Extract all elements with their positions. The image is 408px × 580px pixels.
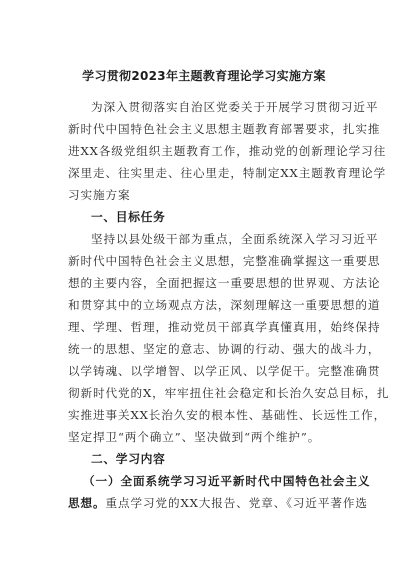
paragraph-text: 重点学习党的XX大报告、党章、《习近平著作选 xyxy=(105,496,368,510)
intro-line: 深里走、往实里走、往心里走，特制定XX主题教育理论学 xyxy=(68,166,387,180)
paragraph-line: 彻新时代党的X，牢牢扭住社会稳定和长治久安总目标，扎 xyxy=(68,386,390,400)
intro-line: 新时代中国特色社会主义思想主题教育部署要求，扎实推 xyxy=(68,122,381,136)
section-heading: 一、目标任务 xyxy=(91,210,166,224)
paragraph-line: 统一的思想、坚定的意志、协调的行动、强大的战斗力， xyxy=(68,342,381,356)
intro-line: 习实施方案 xyxy=(68,188,131,202)
subsection-line xyxy=(68,495,368,511)
intro-line: 进XX各级党组织主题教育工作，推动党的创新理论学习往 xyxy=(68,144,387,158)
paragraph-line: 和贯穿其中的立场观点方法，深刻理解这一重要思想的道 xyxy=(68,298,381,312)
subsection-heading: （一）全面系统学习习近平新时代中国特色社会主义 xyxy=(83,474,371,488)
intro-line: 为深入贯彻落实自治区党委关于开展学习贯彻习近平 xyxy=(91,100,379,114)
paragraph-line: 想的主要内容，全面把握这一重要思想的世界观、方法论 xyxy=(68,276,381,290)
section-heading: 二、学习内容 xyxy=(91,452,166,466)
paragraph-line: 坚持以县处级干部为重点，全面系统深入学习习近平 xyxy=(91,232,379,246)
subsection-heading-end: 思想。 xyxy=(68,496,106,510)
paragraph-line: 坚定捍卫“两个确立”、坚决做到“两个维护”。 xyxy=(68,430,321,444)
document-title: 学习贯彻2023年主题教育理论学习实施方案 xyxy=(82,69,326,83)
paragraph-line: 新时代中国特色社会主义思想，完整准确掌握这一重要思 xyxy=(68,254,381,268)
paragraph-line: 以学铸魂、以学增智、以学正风、以学促干。完整准确贯 xyxy=(68,364,381,378)
paragraph-line: 理、学理、哲理，推动党员干部真学真懂真用，始终保持 xyxy=(68,320,381,334)
paragraph-line: 实推进事关XX长治久安的根本性、基础性、长远性工作， xyxy=(68,408,387,422)
